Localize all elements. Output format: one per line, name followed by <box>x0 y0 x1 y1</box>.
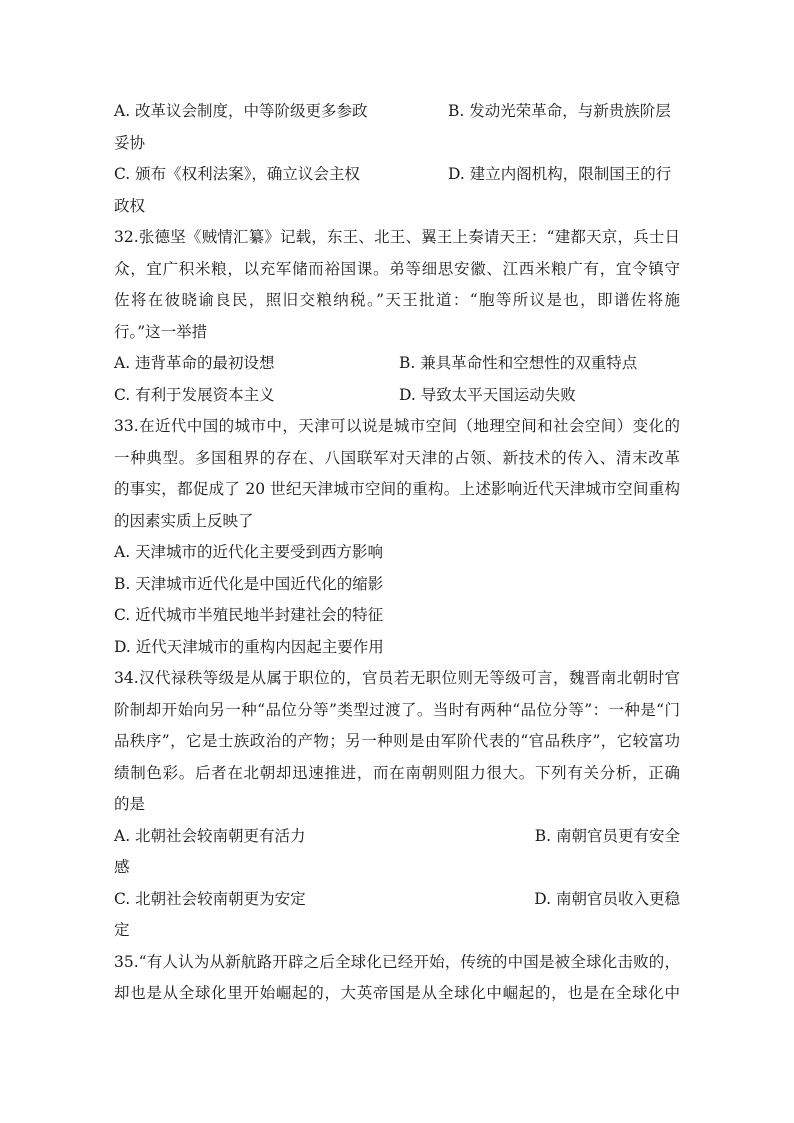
q31-options-row-ab <box>114 96 680 128</box>
q34-stem-line: 的是 <box>114 795 146 813</box>
q34-stem-line: 阶制却开始向另一种“品位分等”类型过渡了。当时有两种“品位分等”：一种是“门 <box>114 700 680 719</box>
q32-option-b: B. 兼具革命性和空想性的双重特点 <box>399 354 638 372</box>
q34-option-d-continuation-row <box>114 915 680 947</box>
q34-option-d: D. 南朝官员收入更稳 <box>534 889 680 908</box>
q35-stem-line: 35.“有人认为从新航路开辟之后全球化已经开始，传统的中国是被全球化击败的， <box>114 952 680 971</box>
q31-option-b: B. 发动光荣革命，与新贵族阶层 <box>448 102 671 120</box>
q32-stem-line: 32.张德坚《贼情汇纂》记载，东王、北王、翼王上奏请天王：“建都天京，兵士日 <box>114 228 680 246</box>
q34-option-c: C. 北朝社会较南朝更为安定 <box>114 889 306 908</box>
q33-option-b: B. 天津城市近代化是中国近代化的缩影 <box>114 574 384 593</box>
q32-option-c: C. 有利于发展资本主义 <box>114 385 275 404</box>
exam-page <box>114 96 680 1010</box>
q32-option-d: D. 导致太平天国运动失败 <box>399 385 576 404</box>
q34-option-b: B. 南朝官员更有安全 <box>534 826 680 845</box>
q35-stem <box>114 947 680 1010</box>
q34-option-b-continuation-row <box>114 852 680 884</box>
q32-options-row-ab <box>114 348 680 380</box>
q32-stem <box>114 222 680 348</box>
q32-options-row-cd <box>114 380 680 412</box>
q34-options-row-ab <box>114 821 680 853</box>
q34-stem <box>114 663 680 821</box>
q33-stem-line: 33.在近代中国的城市中，天津可以说是城市空间（地理空间和社会空间）变化的 <box>114 417 680 435</box>
q34-option-b-continuation: 感 <box>114 858 130 876</box>
q31-option-d: D. 建立内阁机构，限制国王的行 <box>448 165 672 183</box>
q32-stem-line: 众，宜广积米粮，以充军储而裕国课。弟等细思安徽、江西米粮广有，宜令镇守 <box>114 259 680 278</box>
q31-option-b-continuation: 妥协 <box>114 133 146 152</box>
q31-option-d-continuation: 政权 <box>114 196 146 215</box>
q33-stem-line: 的因素实质上反映了 <box>114 511 254 530</box>
q31-option-c: C. 颁布《权利法案》，确立议会主权 <box>114 165 360 183</box>
q34-stem-line: 品秩序”，它是士族政治的产物；另一种则是由军阶代表的“官品秩序”，它较富功 <box>114 732 680 750</box>
q32-stem-line: 行。”这一举措 <box>114 322 208 341</box>
q33-option-d: D. 近代天津城市的重构内因起主要作用 <box>114 637 384 656</box>
q34-option-a: A. 北朝社会较南朝更有活力 <box>114 826 306 845</box>
q31-options-row-cd <box>114 159 680 191</box>
q33-stem <box>114 411 680 537</box>
q35-stem-line: 却也是从全球化里开始崛起的，大英帝国是从全球化中崛起的，也是在全球化中 <box>114 984 680 1002</box>
q34-option-d-continuation: 定 <box>114 921 130 939</box>
q34-stem-line: 34.汉代禄秩等级是从属于职位的，官员若无职位则无等级可言，魏晋南北朝时官 <box>114 669 680 687</box>
q32-stem-line: 佐将在彼晓谕良民，照旧交粮纳税。”天王批道：“胞等所议是也，即谱佐将施 <box>114 291 680 309</box>
q34-stem-line: 绩制色彩。后者在北朝却迅速推进，而在南朝则阻力很大。下列有关分析，正确 <box>114 763 680 782</box>
q33-stem-line: 的事实，都促成了 20 世纪天津城市空间的重构。上述影响近代天津城市空间重构 <box>114 480 680 498</box>
q31-option-a: A. 改革议会制度，中等阶级更多参政 <box>114 102 368 120</box>
q32-option-a: A. 违背革命的最初设想 <box>114 354 275 372</box>
q34-options-row-cd <box>114 884 680 916</box>
q33-option-a: A. 天津城市的近代化主要受到西方影响 <box>114 543 384 561</box>
q33-stem-line: 一种典型。多国租界的存在、八国联军对天津的占领、新技术的传入、清末改革 <box>114 448 680 467</box>
q33-option-c: C. 近代城市半殖民地半封建社会的特征 <box>114 606 384 624</box>
q31-option-b-continuation-row <box>114 128 680 160</box>
q31-option-d-continuation-row <box>114 191 680 223</box>
